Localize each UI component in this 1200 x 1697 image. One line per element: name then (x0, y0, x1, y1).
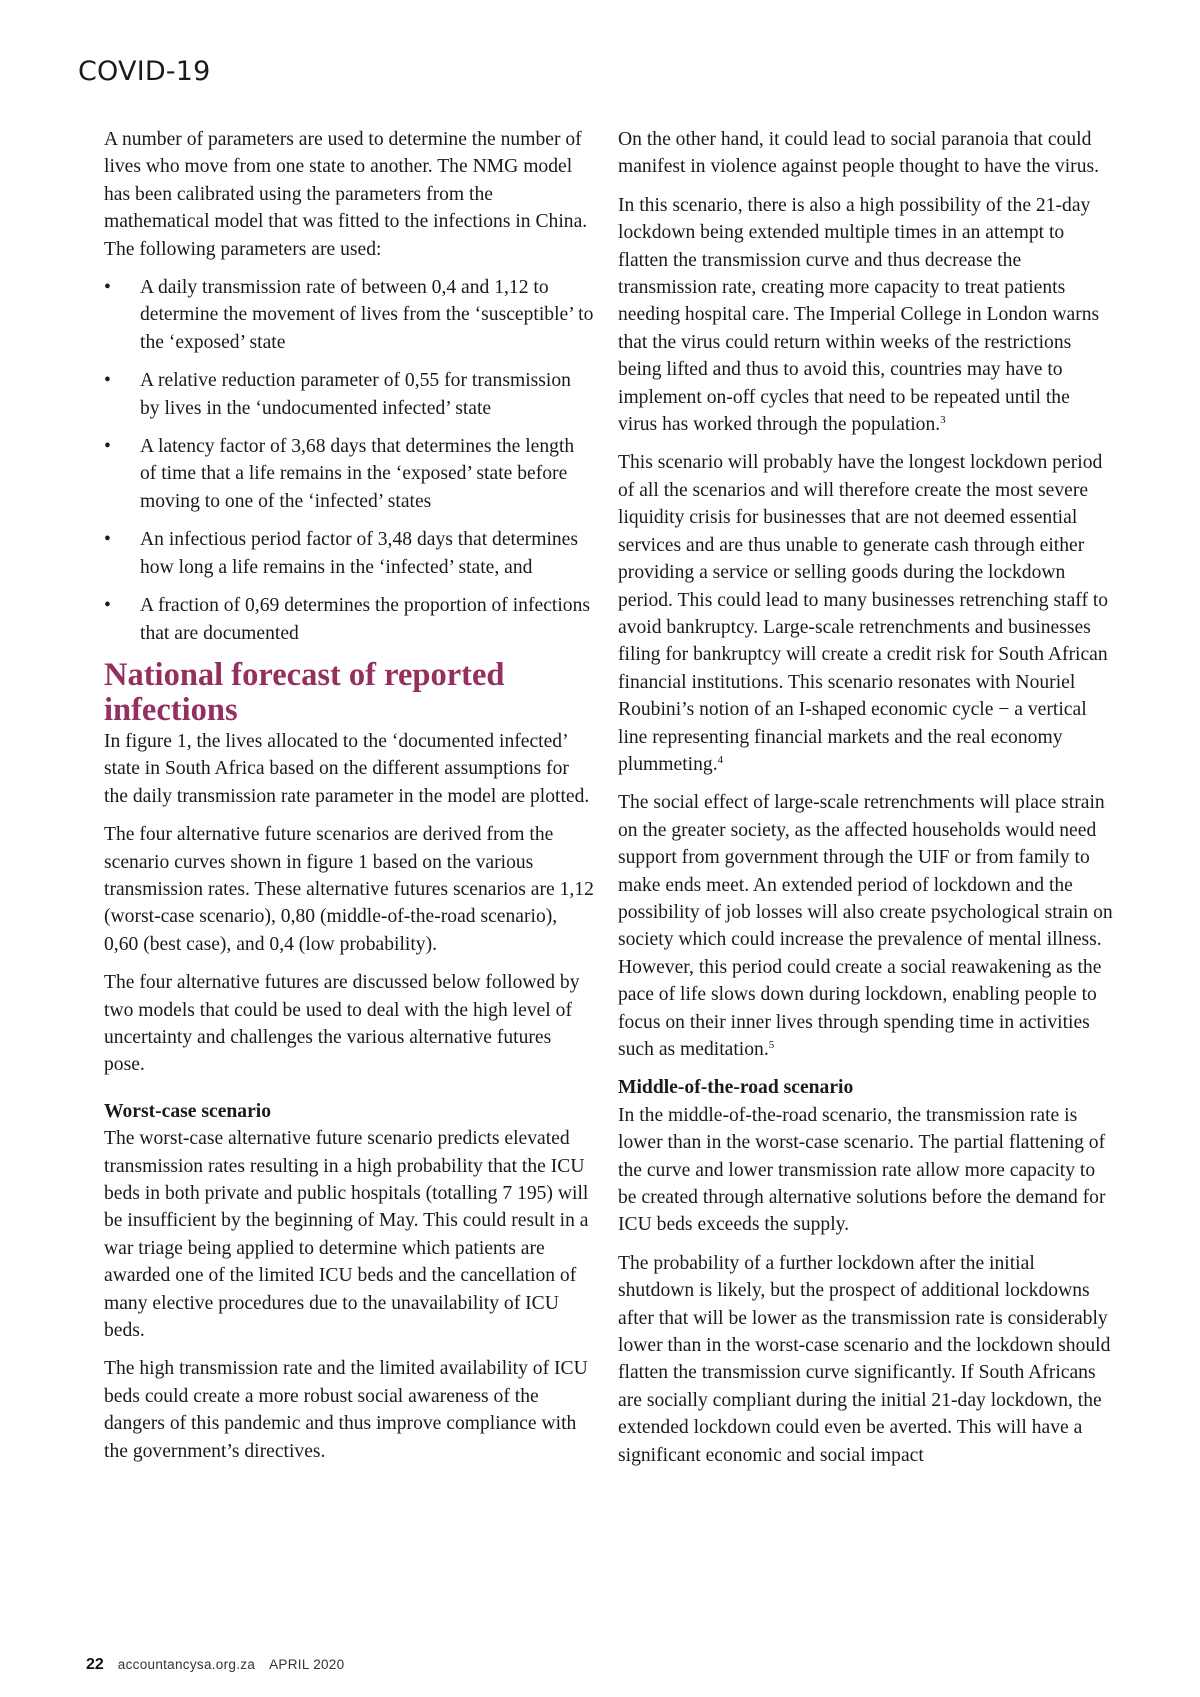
paragraph-text: In this scenario, there is also a high possibility of the 21-day lockdown being extended multiple times in an attempt to flatten the transmission curve and thus decrease the transmission rate, creating more capacity to treat patients needing hospital care. The Imperial College in London warns that the virus could return within weeks of the restrictions being lifted and thus to avoid this, countries may have to implement on-off cycles that need to be repeated until the virus has worked through the population. (618, 194, 1100, 436)
bullet-marker: • (104, 436, 111, 458)
body-paragraph (618, 449, 1113, 778)
right-column (618, 126, 1113, 1480)
paragraph-text: The social effect of large-scale retrenchments will place strain on the greater society, as the affected households would need support from government through the UIF or from family to make ends meet. An extended period of lockdown and the possibility of job losses will also create psychological strain on society which could increase the prevalence of mental illness. However, this period could create a social reawakening as the pace of life slows down during lockdown, enabling people to focus on their inner lives through spending time in activities such as meditation. (618, 792, 1113, 1060)
footnote-ref: 5 (768, 1039, 775, 1051)
section-title: COVID-19 (78, 56, 211, 87)
list-item-text: A relative reduction parameter of 0,55 for transmission by lives in the ‘undocumented infected’ state (140, 370, 571, 419)
bullet-marker: • (104, 529, 111, 551)
list-item (104, 526, 594, 581)
list-item-text: A daily transmission rate of between 0,4 and 1,12 to determine the movement of lives from the ‘susceptible’ to the ‘exposed’ state (140, 277, 594, 353)
page-number: 22 (86, 1656, 104, 1673)
site-url: accountancysa.org.za (117, 1657, 256, 1672)
parameter-list (104, 274, 594, 647)
list-item-text: A latency factor of 3,68 days that determines the length of time that a life remains in the ‘exposed’ state before moving to one of the ‘infected’ states (140, 436, 575, 512)
body-paragraph: On the other hand, it could lead to social paranoia that could manifest in violence against people thought to have the virus. (618, 129, 1100, 178)
body-paragraph: The worst-case alternative future scenario predicts elevated transmission rates resulting in a high probability that the ICU beds in both private and public hospitals (totalling 7 195) will be insufficient by the beginning of May. This could result in a war triage being applied to determine which patients are awarded one of the limited ICU beds and the cancellation of many elective procedures due to the unavailability of ICU beds. (104, 1128, 589, 1342)
footnote-ref: 4 (717, 753, 724, 766)
bullet-marker: • (104, 595, 111, 617)
body-paragraph: The probability of a further lockdown after the initial shutdown is likely, but the prospect of additional lockdowns after that will be lower as the transmission rate is considerably lower than in the worst-case scenario and the lockdown should flatten the transmission curve significantly. If South Africans are socially compliant during the initial 21-day lockdown, the extended lockdown could even be averted. This will have a significant economic and social impact (618, 1252, 1111, 1466)
subheading-worst-case: Worst-case scenario (104, 1100, 272, 1122)
body-paragraph: The four alternative futures are discussed below followed by two models that could be used to deal with the high level of uncertainty and challenges the various alternative futures pose. (104, 972, 580, 1076)
page-footer (86, 1656, 344, 1674)
list-item-text: A fraction of 0,69 determines the proportion of infections that are documented (140, 595, 590, 644)
list-item-text: An infectious period factor of 3,48 days that determines how long a life remains in the ‘infected’ state, and (140, 529, 579, 578)
left-column (104, 126, 594, 1476)
list-item (104, 274, 594, 356)
body-paragraph (618, 192, 1113, 439)
issue-date: APRIL 2020 (269, 1657, 345, 1672)
bullet-marker: • (104, 277, 111, 299)
list-item (104, 367, 594, 422)
list-item (104, 433, 594, 515)
body-paragraph: In figure 1, the lives allocated to the ‘documented infected’ state in South Africa based on the different assumptions for the daily transmission rate parameter in the model are plotted. (104, 730, 590, 807)
body-paragraph (618, 789, 1113, 1063)
paragraph-text: This scenario will probably have the longest lockdown period of all the scenarios and will therefore create the most severe liquidity crisis for businesses that are not deemed essential services and are thus unable to generate cash through either providing a service or selling goods during the lockdown period. This could lead to many businesses retrenching staff to avoid bankruptcy. Large-scale retrenchments and businesses filing for bankruptcy will create a credit risk for South African financial institutions. This scenario resonates with Nouriel Roubini’s notion of an I-shaped economic cycle − a vertical line representing financial markets and the real economy plummeting. (618, 452, 1109, 775)
intro-paragraph: A number of parameters are used to determine the number of lives who move from one state to another. The NMG model has been calibrated using the parameters from the mathematical model that was fitted to the infections in China. The following parameters are used: (104, 129, 588, 260)
body-paragraph: The four alternative future scenarios are derived from the scenario curves shown in figure 1 based on the various transmission rates. These alternative futures scenarios are 1,12 (worst-case scenario), 0,80 (middle-of-the-road scenario), 0,60 (best case), and 0,4 (low probability). (104, 824, 594, 955)
footnote-ref: 3 (940, 414, 946, 427)
list-item (104, 592, 594, 647)
body-paragraph: In the middle-of-the-road scenario, the transmission rate is lower than in the worst-case scenario. The partial flattening of the curve and lower transmission rate allow more capacity to be created through alternative solutions before the demand for ICU beds exceeds the supply. (618, 1104, 1106, 1236)
body-paragraph: The high transmission rate and the limited availability of ICU beds could create a more robust social awareness of the dangers of this pandemic and thus improve compliance with the government’s directives. (104, 1358, 588, 1462)
subheading-middle-of-the-road: Middle-of-the-road scenario (618, 1077, 854, 1099)
bullet-marker: • (104, 370, 111, 392)
section-heading: National forecast of reported infections (104, 656, 505, 728)
